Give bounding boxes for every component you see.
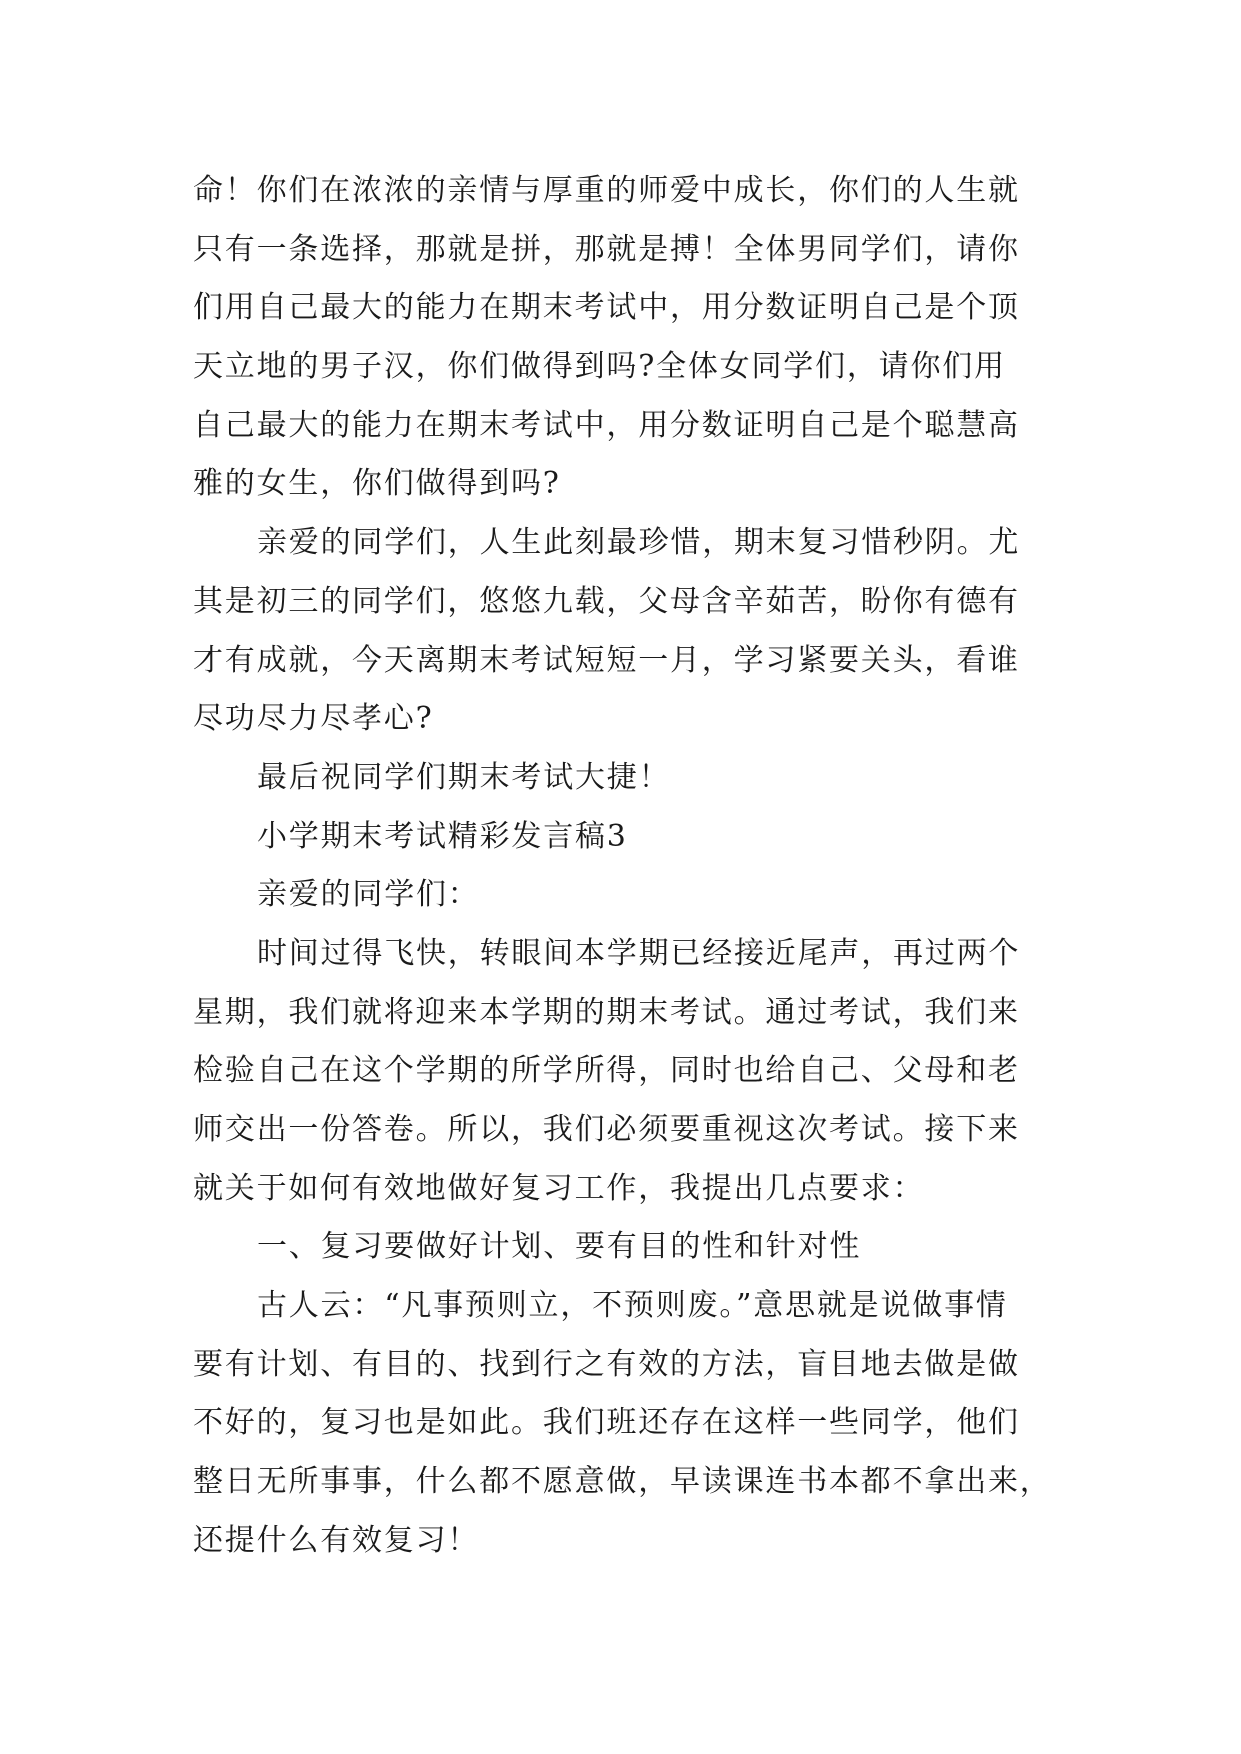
text-line: 们用自己最大的能力在期末考试中，用分数证明自己是个顶 bbox=[193, 290, 1020, 326]
text-line: 检验自己在这个学期的所学所得，同时也给自己、父母和老 bbox=[193, 1053, 1020, 1089]
text-line: 星期，我们就将迎来本学期的期末考试。通过考试，我们来 bbox=[193, 994, 1020, 1030]
text-line: 师交出一份答卷。所以，我们必须要重视这次考试。接下来 bbox=[193, 1112, 1020, 1147]
text-line: 要有计划、有目的、找到行之有效的方法，盲目地去做是做 bbox=[193, 1346, 1020, 1382]
text-line: 其是初三的同学们，悠悠九载，父母含辛茹苦，盼你有德有 bbox=[193, 583, 1020, 619]
text-line: 亲爱的同学们： bbox=[257, 877, 480, 913]
text-line: 自己最大的能力在期末考试中，用分数证明自己是个聪慧高 bbox=[193, 407, 1020, 443]
text-line: 天立地的男子汉，你们做得到吗?全体女同学们，请你们用 bbox=[193, 349, 1006, 385]
text-line: 一、复习要做好计划、要有目的性和针对性 bbox=[257, 1229, 862, 1265]
text-line: 整日无所事事，什么都不愿意做，早读课连书本都不拿出来， bbox=[193, 1464, 1052, 1500]
text-line: 不好的，复习也是如此。我们班还存在这样一些同学，他们 bbox=[193, 1405, 1020, 1441]
text-line: 才有成就，今天离期末考试短短一月，学习紧要关头，看谁 bbox=[193, 642, 1020, 678]
text-line: 还提什么有效复习！ bbox=[193, 1522, 480, 1558]
text-line: 最后祝同学们期末考试大捷！ bbox=[257, 759, 671, 795]
text-line: 古人云：“凡事预则立，不预则废。”意思就是说做事情 bbox=[257, 1288, 1008, 1324]
text-line: 就关于如何有效地做好复习工作，我提出几点要求： bbox=[193, 1170, 925, 1206]
text-line: 只有一条选择，那就是拼，那就是搏！全体男同学们，请你 bbox=[193, 231, 1020, 267]
text-line: 尽功尽力尽孝心? bbox=[193, 701, 434, 737]
text-line: 命！你们在浓浓的亲情与厚重的师爱中成长，你们的人生就 bbox=[193, 173, 1020, 208]
text-line: 小学期末考试精彩发言稿3 bbox=[257, 818, 628, 854]
text-line: 雅的女生，你们做得到吗? bbox=[193, 466, 561, 502]
document-body bbox=[193, 162, 1073, 1571]
text-line: 时间过得飞快，转眼间本学期已经接近尾声，再过两个 bbox=[257, 935, 1021, 971]
text-line: 亲爱的同学们，人生此刻最珍惜，期末复习惜秒阴。尤 bbox=[257, 525, 1021, 561]
